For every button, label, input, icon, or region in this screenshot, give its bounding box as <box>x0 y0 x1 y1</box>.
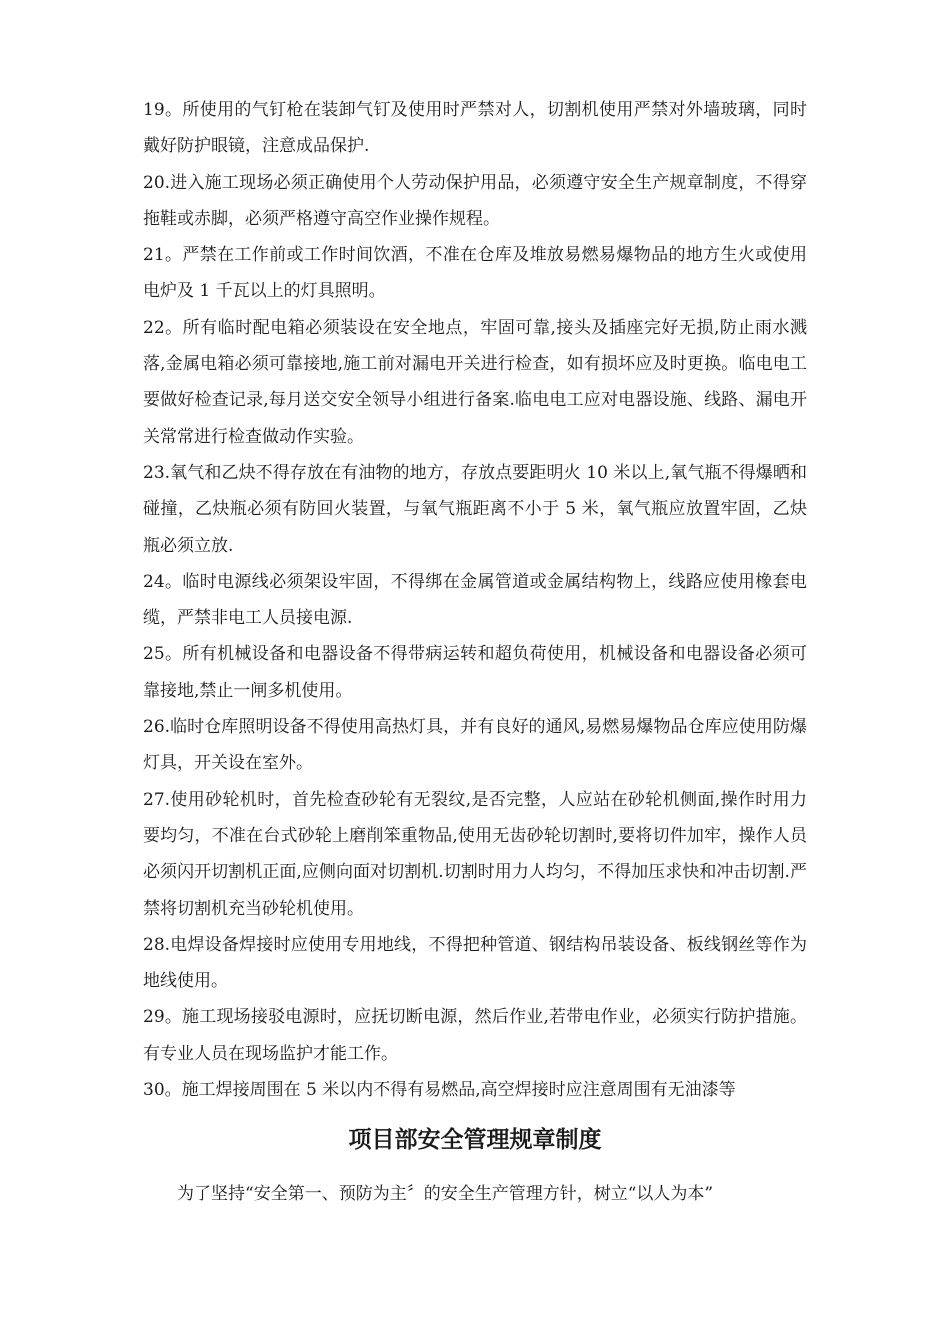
section-title: 项目部安全管理规章制度 <box>348 1127 602 1153</box>
rule-23: 23.氧气和乙炔不得存放在有油物的地方，存放点要距明火 10 米以上,氧气瓶不得爆晒和碰撞，乙炔瓶必须有防回火装置，与氧气瓶距离不小于 5 米，氧气瓶应放置牢固，乙炔瓶必须立放. <box>143 462 807 556</box>
rule-30: 30。施工焊接周围在 5 米以内不得有易燃品,高空焊接时应注意周围有无油漆等 <box>143 1080 736 1101</box>
rule-19: 19。所使用的气钉枪在装卸气钉及使用时严禁对人，切割机使用严禁对外墙玻璃，同时戴好防护眼镜，注意成品保护. <box>143 100 807 157</box>
section-intro: 为了坚持“安全第一、预防为主〞的安全生产管理方针，树立“以人为本” <box>177 1184 714 1204</box>
rule-26: 26.临时仓库照明设备不得使用高热灯具，并有良好的通风,易燃易爆物品仓库应使用防爆灯具，开关设在室外。 <box>143 717 807 774</box>
rule-24: 24。临时电源线必须架设牢固，不得绑在金属管道或金属结构物上，线路应使用橡套电缆，严禁非电工人员接电源. <box>143 571 807 629</box>
rule-22: 22。所有临时配电箱必须装设在安全地点，牢固可靠,接头及插座完好无损,防止雨水溅落,金属电箱必须可靠接地,施工前对漏电开关进行检查，如有损坏应及时更换。临电电工要做好检查记录,每月送交安全领导小组进行备案.临电电工应对电器设施、线路、漏电开关常常进行检查做动作实验。 <box>143 317 807 447</box>
rule-28: 28.电焊设备焊接时应使用专用地线，不得把种管道、钢结构吊装设备、板线钢丝等作为地线使用。 <box>143 934 807 992</box>
rule-27: 27.使用砂轮机时，首先检查砂轮有无裂纹,是否完整，人应站在砂轮机侧面,操作时用力要均匀，不准在台式砂轮上磨削笨重物品,使用无齿砂轮切割时,要将切件加牢，操作人员必须闪开切割机正面,应侧向面对切割机.切割时用力人均匀，不得加压求快和冲击切割.严禁将切割机充当砂轮机使用。 <box>143 789 807 919</box>
rule-29: 29。施工现场接驳电源时，应抚切断电源，然后作业,若带电作业，必须实行防护措施。有专业人员在现场监护才能工作。 <box>143 1007 807 1064</box>
rule-25: 25。所有机械设备和电器设备不得带病运转和超负荷使用，机械设备和电器设备必须可靠接地,禁止一闸多机使用。 <box>143 644 807 701</box>
rule-21: 21。严禁在工作前或工作时间饮酒，不准在仓库及堆放易燃易爆物品的地方生火或使用电炉及 1 千瓦以上的灯具照明。 <box>143 245 807 302</box>
rule-20: 20.进入施工现场必须正确使用个人劳动保护用品，必须遵守安全生产规章制度，不得穿拖鞋或赤脚，必须严格遵守高空作业操作规程。 <box>143 172 807 229</box>
rules-list <box>143 92 807 1108</box>
